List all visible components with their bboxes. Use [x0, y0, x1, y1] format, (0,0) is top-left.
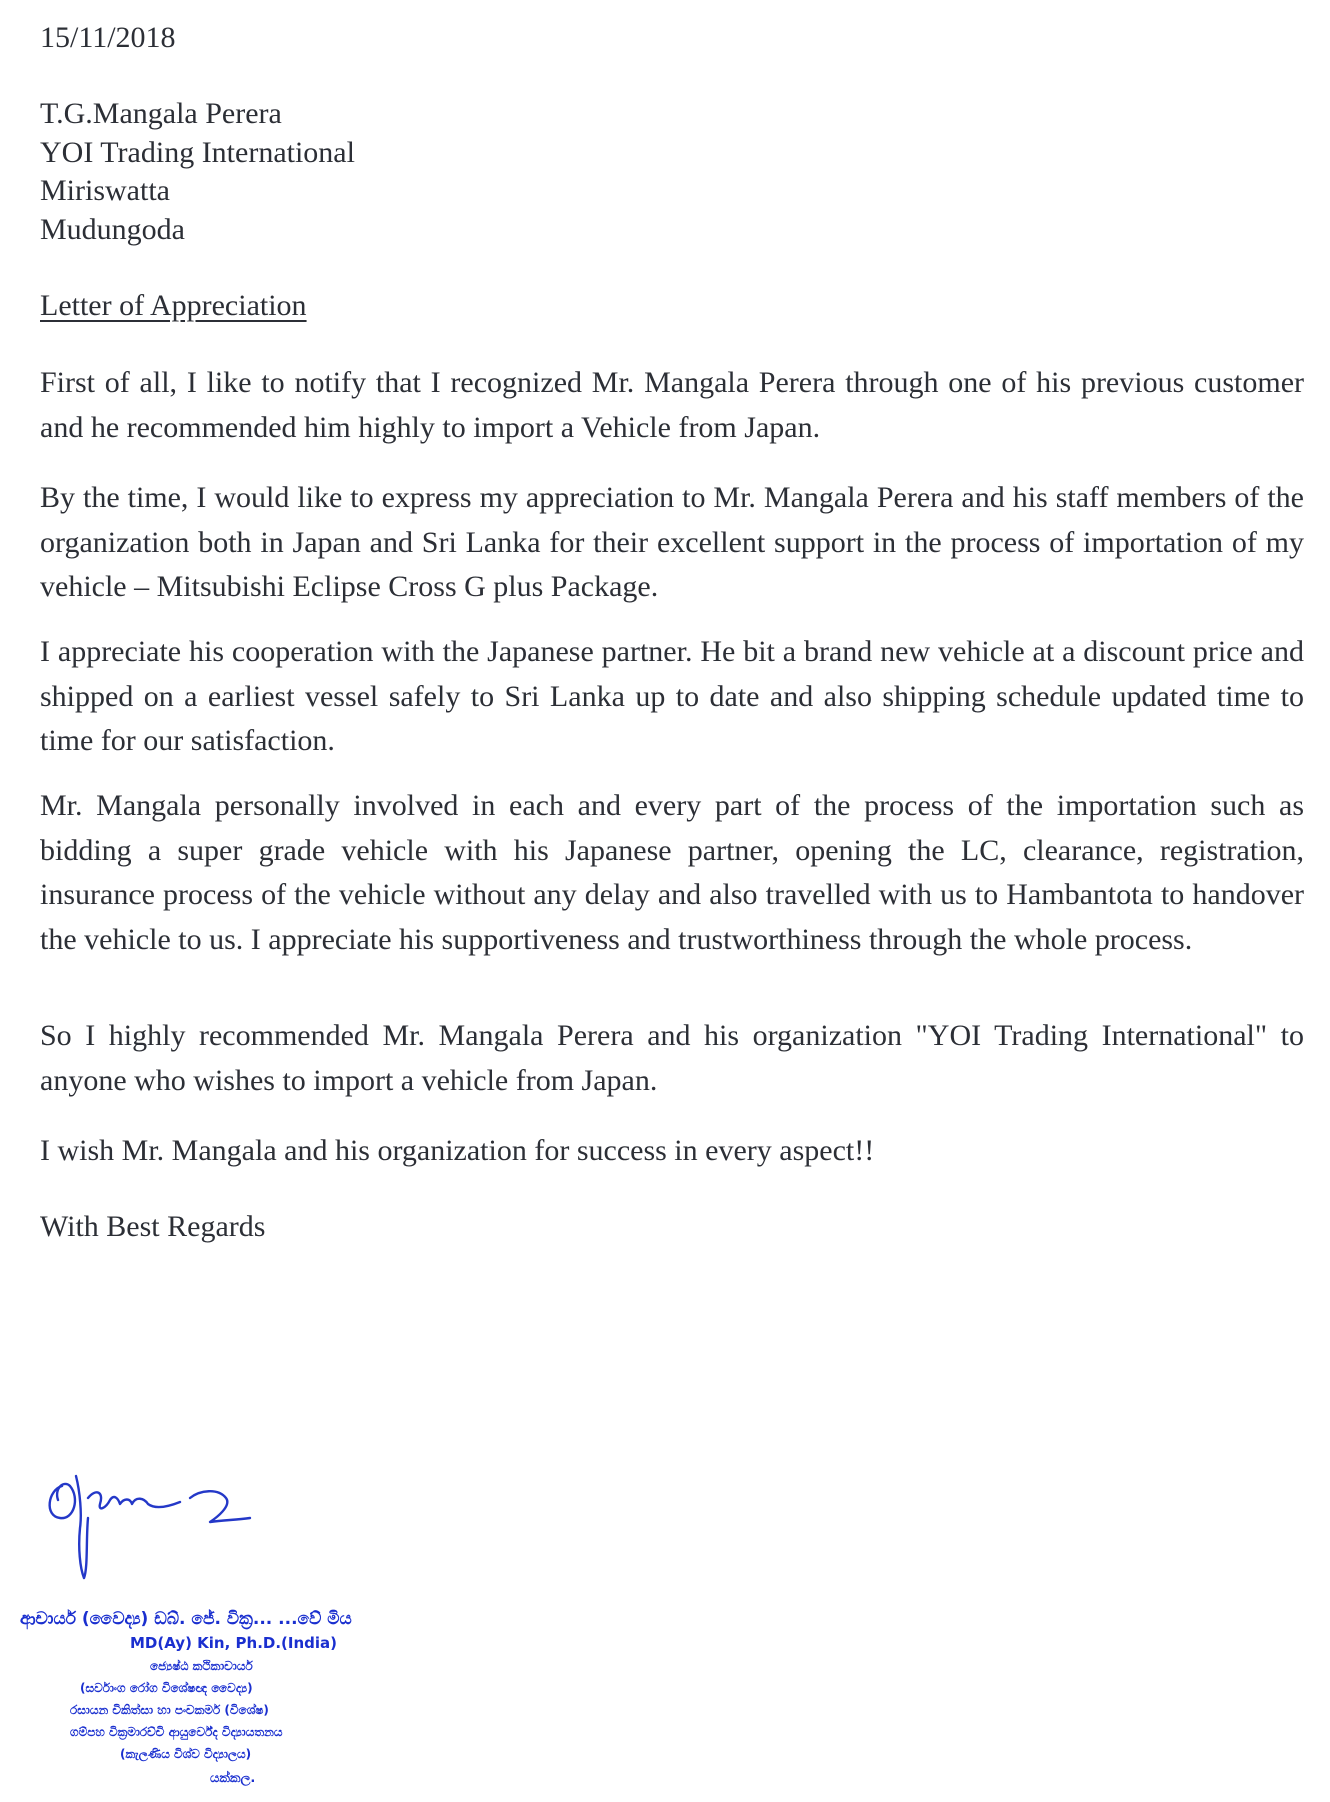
- paragraph-6: I wish Mr. Mangala and his organization for success in every aspect!!: [40, 1134, 875, 1167]
- recipient-name: T.G.Mangala Perera: [40, 97, 282, 130]
- recipient-address-line1: Miriswatta: [40, 174, 170, 207]
- paragraph-5: So I highly recommended Mr. Mangala Perera and his organization "YOI Trading International" to anyone who wishes to import a vehicle from Japan.: [40, 1019, 1304, 1097]
- stamp-line-5: රසායන චිකිත්සා හා පංචකර්ම (විශේෂ): [70, 1703, 269, 1717]
- stamp-line-3: ජ්‍යෙෂ්ඨ කථිකාචාර්ය: [150, 1659, 253, 1673]
- stamp-line-1: ආචාර්ය (වෛද්‍ය) ඩබ්. ජේ. වික්‍ර... ...වේ මිය: [20, 1609, 352, 1629]
- paragraph-2: By the time, I would like to express my appreciation to Mr. Mangala Perera and his staff members of the organization both in Japan and Sri Lanka for their excellent support in the process of importation of my vehicle – Mitsubishi Eclipse Cross G plus Package.: [40, 481, 1304, 603]
- stamp-line-2: MD(Ay) Kin, Ph.D.(India): [130, 1634, 338, 1652]
- stamp-line-6: ගම්පහ වික්‍රමාරච්චි ආයුර්වේද විද්‍යායතනය: [70, 1725, 283, 1739]
- recipient-address-line2: Mudungoda: [40, 213, 185, 246]
- stamp-line-7: (කැලණිය විශ්ව විද්‍යාලය): [120, 1747, 252, 1761]
- stamp-line-8: යක්කල.: [210, 1771, 256, 1786]
- paragraph-3: I appreciate his cooperation with the Japanese partner. He bit a brand new vehicle at a discount price and shipped on a earliest vessel safely to Sri Lanka up to date and also shipping schedule updated time to time for our satisfaction.: [40, 635, 1304, 757]
- stamp-line-4: (සර්වාංග රෝග විශේෂඥ වෛද්‍ය): [80, 1681, 253, 1695]
- paragraph-1: First of all, I like to notify that I recognized Mr. Mangala Perera through one of his previous customer and he recommended him highly to import a Vehicle from Japan.: [40, 366, 1304, 444]
- letter-subject: Letter of Appreciation: [40, 289, 307, 322]
- recipient-company: YOI Trading International: [40, 136, 355, 169]
- paragraph-4: Mr. Mangala personally involved in each and every part of the process of the importation such as bidding a super grade vehicle with his Japanese partner, opening the LC, clearance, registration, insurance process of the vehicle without any delay and also travelled with us to Hambantota to handover the vehicle to us. I appreciate his supportiveness and trustworthiness through the whole process.: [40, 789, 1304, 956]
- handwritten-signature: [40, 1458, 290, 1588]
- letter-date: 15/11/2018: [40, 21, 176, 54]
- official-stamp: [10, 1592, 470, 1792]
- closing-salutation: With Best Regards: [40, 1210, 266, 1243]
